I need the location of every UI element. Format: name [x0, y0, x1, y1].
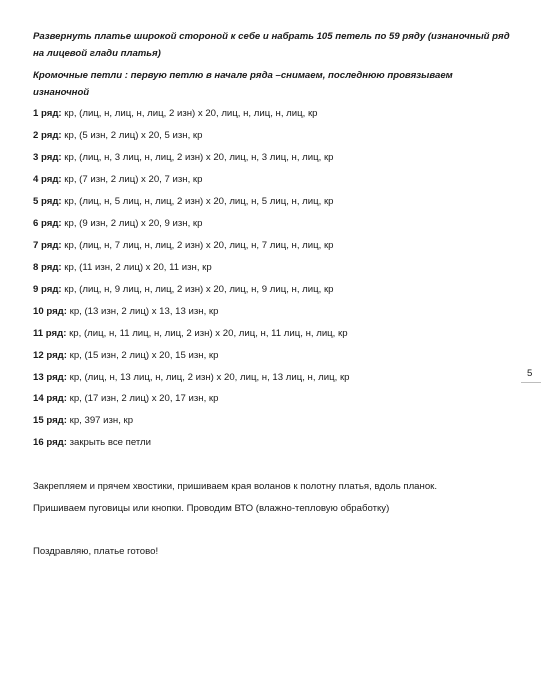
- row-1: [33, 107, 317, 121]
- edge-stitch-note: [33, 67, 533, 101]
- row-10: [33, 305, 218, 319]
- page-number-rule: [521, 382, 541, 383]
- row-text: закрыть все петли: [66, 437, 151, 448]
- row-text: кр, (лиц, н, 9 лиц, н, лиц, 2 изн) х 20, лиц, н, 9 лиц, н, лиц, кр: [61, 284, 334, 295]
- row-label: 12 ряд:: [33, 350, 67, 361]
- row-label: 16 ряд:: [33, 437, 67, 448]
- row-label: 1 ряд:: [33, 108, 62, 119]
- row-label: 9 ряд:: [33, 284, 62, 295]
- intro-line-2: на лицевой глади платья): [33, 48, 161, 59]
- row-label: 13 ряд:: [33, 372, 67, 383]
- row-5: [33, 195, 333, 209]
- row-text: кр, (17 изн, 2 лиц) х 20, 17 изн, кр: [66, 393, 219, 404]
- row-text: кр, (13 изн, 2 лиц) х 13, 13 изн, кр: [66, 306, 219, 317]
- row-15: [33, 414, 133, 428]
- row-text: кр, (лиц, н, 11 лиц, н, лиц, 2 изн) х 20, лиц, н, 11 лиц, н, лиц, кр: [66, 328, 348, 339]
- row-9: [33, 283, 333, 297]
- finishing-line-1: Закрепляем и прячем хвостики, пришиваем края воланов к полотну платья, вдоль планок.: [33, 481, 438, 492]
- row-text: кр, (лиц, н, 13 лиц, н, лиц, 2 изн) х 20, лиц, н, 13 лиц, н, лиц, кр: [66, 372, 350, 383]
- row-label: 11 ряд:: [33, 328, 67, 339]
- row-label: 8 ряд:: [33, 262, 62, 273]
- row-4: [33, 173, 202, 187]
- row-label: 7 ряд:: [33, 240, 62, 251]
- finishing-line-2: Пришиваем пуговицы или кнопки. Проводим ВТО (влажно-тепловую обработку): [33, 503, 390, 514]
- row-label: 6 ряд:: [33, 218, 62, 229]
- row-16: [33, 436, 151, 450]
- row-12: [33, 349, 218, 363]
- row-11: [33, 327, 348, 341]
- row-label: 4 ряд:: [33, 174, 62, 185]
- row-3: [33, 151, 333, 165]
- row-text: кр, (15 изн, 2 лиц) х 20, 15 изн, кр: [66, 350, 219, 361]
- edge-line-2: изнаночной: [33, 87, 90, 98]
- row-label: 5 ряд:: [33, 196, 62, 207]
- row-label: 2 ряд:: [33, 130, 62, 141]
- row-6: [33, 217, 202, 231]
- row-text: кр, (лиц, н, лиц, н, лиц, 2 изн) х 20, лиц, н, лиц, н, лиц, кр: [61, 108, 318, 119]
- closing-line: Поздравляю, платье готово!: [33, 546, 159, 557]
- page-number: 5: [527, 368, 533, 379]
- row-text: кр, (лиц, н, 3 лиц, н, лиц, 2 изн) х 20, лиц, н, 3 лиц, н, лиц, кр: [61, 152, 334, 163]
- edge-line-1: Кромочные петли : первую петлю в начале ряда –снимаем, последнюю провязываем: [33, 70, 453, 81]
- row-text: кр, (11 изн, 2 лиц) х 20, 11 изн, кр: [61, 262, 212, 273]
- row-14: [33, 392, 218, 406]
- row-label: 15 ряд:: [33, 415, 67, 426]
- intro-line-1: Развернуть платье широкой стороной к себе и набрать 105 петель по 59 ряду (изнаночный ряд: [33, 31, 510, 42]
- row-text: кр, (9 изн, 2 лиц) х 20, 9 изн, кр: [61, 218, 203, 229]
- row-text: кр, (лиц, н, 7 лиц, н, лиц, 2 изн) х 20, лиц, н, 7 лиц, н, лиц, кр: [61, 240, 334, 251]
- row-label: 3 ряд:: [33, 152, 62, 163]
- intro-instructions: [33, 28, 533, 62]
- row-text: кр, (лиц, н, 5 лиц, н, лиц, 2 изн) х 20, лиц, н, 5 лиц, н, лиц, кр: [61, 196, 334, 207]
- row-13: [33, 371, 349, 385]
- row-8: [33, 261, 212, 275]
- row-text: кр, 397 изн, кр: [66, 415, 134, 426]
- row-7: [33, 239, 333, 253]
- row-text: кр, (7 изн, 2 лиц) х 20, 7 изн, кр: [61, 174, 203, 185]
- row-label: 10 ряд:: [33, 306, 67, 317]
- row-2: [33, 129, 202, 143]
- row-text: кр, (5 изн, 2 лиц) х 20, 5 изн, кр: [61, 130, 203, 141]
- row-label: 14 ряд:: [33, 393, 67, 404]
